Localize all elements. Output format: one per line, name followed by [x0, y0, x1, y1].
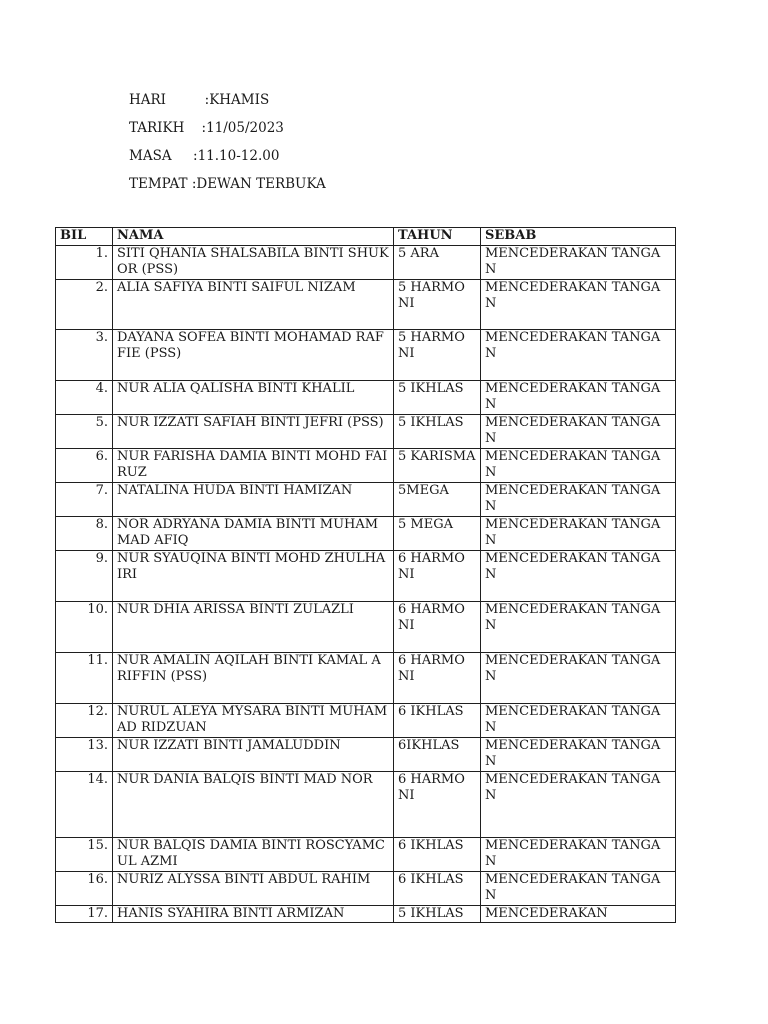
- student-name: NURUL ALEYA MYSARA BINTI MUHAMAD RIDZUAN: [113, 703, 394, 737]
- row-number: 5.: [56, 414, 113, 448]
- table-row: [56, 550, 676, 601]
- row-number: 4.: [56, 380, 113, 414]
- table-row: [56, 905, 676, 923]
- table-row: [56, 652, 676, 703]
- row-number: 1.: [56, 245, 113, 279]
- student-name: NUR BALQIS DAMIA BINTI ROSCYAMCUL AZMI: [113, 837, 394, 871]
- row-number: 9.: [56, 550, 113, 601]
- reason: MENCEDERAKAN TANGAN: [481, 448, 676, 482]
- student-class: 6 HARMONI: [394, 771, 481, 837]
- reason: MENCEDERAKAN TANGAN: [481, 652, 676, 703]
- table-row: [56, 737, 676, 771]
- student-class: 5 IKHLAS: [394, 905, 481, 923]
- student-class: 5 IKHLAS: [394, 414, 481, 448]
- event-details: [129, 86, 326, 198]
- table-row: [56, 279, 676, 329]
- reason: MENCEDERAKAN TANGAN: [481, 771, 676, 837]
- row-number: 2.: [56, 279, 113, 329]
- student-class: 5 HARMONI: [394, 279, 481, 329]
- venue-line: TEMPAT :DEWAN TERBUKA: [129, 176, 326, 192]
- reason: MENCEDERAKAN TANGAN: [481, 737, 676, 771]
- row-number: 7.: [56, 482, 113, 516]
- student-name: NUR DHIA ARISSA BINTI ZULAZLI: [113, 601, 394, 652]
- student-class: 6IKHLAS: [394, 737, 481, 771]
- table-row: [56, 414, 676, 448]
- student-class: 5 KARISMA: [394, 448, 481, 482]
- date-line: TARIKH :11/05/2023: [129, 120, 284, 136]
- table-row: [56, 871, 676, 905]
- student-name: NUR ALIA QALISHA BINTI KHALIL: [113, 380, 394, 414]
- student-class: 5 MEGA: [394, 516, 481, 550]
- student-class: 5 HARMONI: [394, 329, 481, 380]
- student-name: SITI QHANIA SHALSABILA BINTI SHUKOR (PSS): [113, 245, 394, 279]
- reason: MENCEDERAKAN TANGAN: [481, 414, 676, 448]
- student-name: NOR ADRYANA DAMIA BINTI MUHAMMAD AFIQ: [113, 516, 394, 550]
- column-header-tahun: TAHUN: [394, 228, 481, 246]
- reason: MENCEDERAKAN TANGAN: [481, 837, 676, 871]
- student-name: NUR SYAUQINA BINTI MOHD ZHULHAIRI: [113, 550, 394, 601]
- table-row: [56, 245, 676, 279]
- row-number: 6.: [56, 448, 113, 482]
- student-class: 6 HARMONI: [394, 652, 481, 703]
- student-name: HANIS SYAHIRA BINTI ARMIZAN: [113, 905, 394, 923]
- row-number: 13.: [56, 737, 113, 771]
- reason: MENCEDERAKAN TANGAN: [481, 601, 676, 652]
- student-name: NURIZ ALYSSA BINTI ABDUL RAHIM: [113, 871, 394, 905]
- reason: MENCEDERAKAN TANGAN: [481, 482, 676, 516]
- student-table: [55, 227, 676, 923]
- table-row: [56, 329, 676, 380]
- reason: MENCEDERAKAN TANGAN: [481, 703, 676, 737]
- student-class: 5MEGA: [394, 482, 481, 516]
- student-class: 5 ARA: [394, 245, 481, 279]
- student-name: NATALINA HUDA BINTI HAMIZAN: [113, 482, 394, 516]
- row-number: 12.: [56, 703, 113, 737]
- reason: MENCEDERAKAN: [481, 905, 676, 923]
- reason: MENCEDERAKAN TANGAN: [481, 329, 676, 380]
- student-name: DAYANA SOFEA BINTI MOHAMAD RAFFIE (PSS): [113, 329, 394, 380]
- student-class: 6 IKHLAS: [394, 703, 481, 737]
- student-class: 6 HARMONI: [394, 550, 481, 601]
- student-class: 5 IKHLAS: [394, 380, 481, 414]
- row-number: 16.: [56, 871, 113, 905]
- table-row: [56, 448, 676, 482]
- table-row: [56, 601, 676, 652]
- reason: MENCEDERAKAN TANGAN: [481, 550, 676, 601]
- table-row: [56, 837, 676, 871]
- column-header-bil: BIL: [56, 228, 113, 246]
- row-number: 14.: [56, 771, 113, 837]
- day-line: HARI :KHAMIS: [129, 92, 270, 108]
- table-row: [56, 771, 676, 837]
- student-name: NUR DANIA BALQIS BINTI MAD NOR: [113, 771, 394, 837]
- student-class: 6 HARMONI: [394, 601, 481, 652]
- time-line: MASA :11.10-12.00: [129, 148, 280, 164]
- student-name: NUR IZZATI BINTI JAMALUDDIN: [113, 737, 394, 771]
- row-number: 17.: [56, 905, 113, 923]
- student-class: 6 IKHLAS: [394, 837, 481, 871]
- row-number: 10.: [56, 601, 113, 652]
- student-name: ALIA SAFIYA BINTI SAIFUL NIZAM: [113, 279, 394, 329]
- row-number: 8.: [56, 516, 113, 550]
- table-row: [56, 380, 676, 414]
- student-name: NUR IZZATI SAFIAH BINTI JEFRI (PSS): [113, 414, 394, 448]
- column-header-nama: NAMA: [113, 228, 394, 246]
- table-row: [56, 482, 676, 516]
- student-class: 6 IKHLAS: [394, 871, 481, 905]
- column-header-sebab: SEBAB: [481, 228, 676, 246]
- reason: MENCEDERAKAN TANGAN: [481, 245, 676, 279]
- student-name: NUR AMALIN AQILAH BINTI KAMAL ARIFFIN (PSS): [113, 652, 394, 703]
- table-row: [56, 516, 676, 550]
- student-name: NUR FARISHA DAMIA BINTI MOHD FAIRUZ: [113, 448, 394, 482]
- row-number: 3.: [56, 329, 113, 380]
- reason: MENCEDERAKAN TANGAN: [481, 871, 676, 905]
- table-row: [56, 703, 676, 737]
- row-number: 11.: [56, 652, 113, 703]
- reason: MENCEDERAKAN TANGAN: [481, 516, 676, 550]
- reason: MENCEDERAKAN TANGAN: [481, 279, 676, 329]
- reason: MENCEDERAKAN TANGAN: [481, 380, 676, 414]
- row-number: 15.: [56, 837, 113, 871]
- table-header-row: [56, 228, 676, 246]
